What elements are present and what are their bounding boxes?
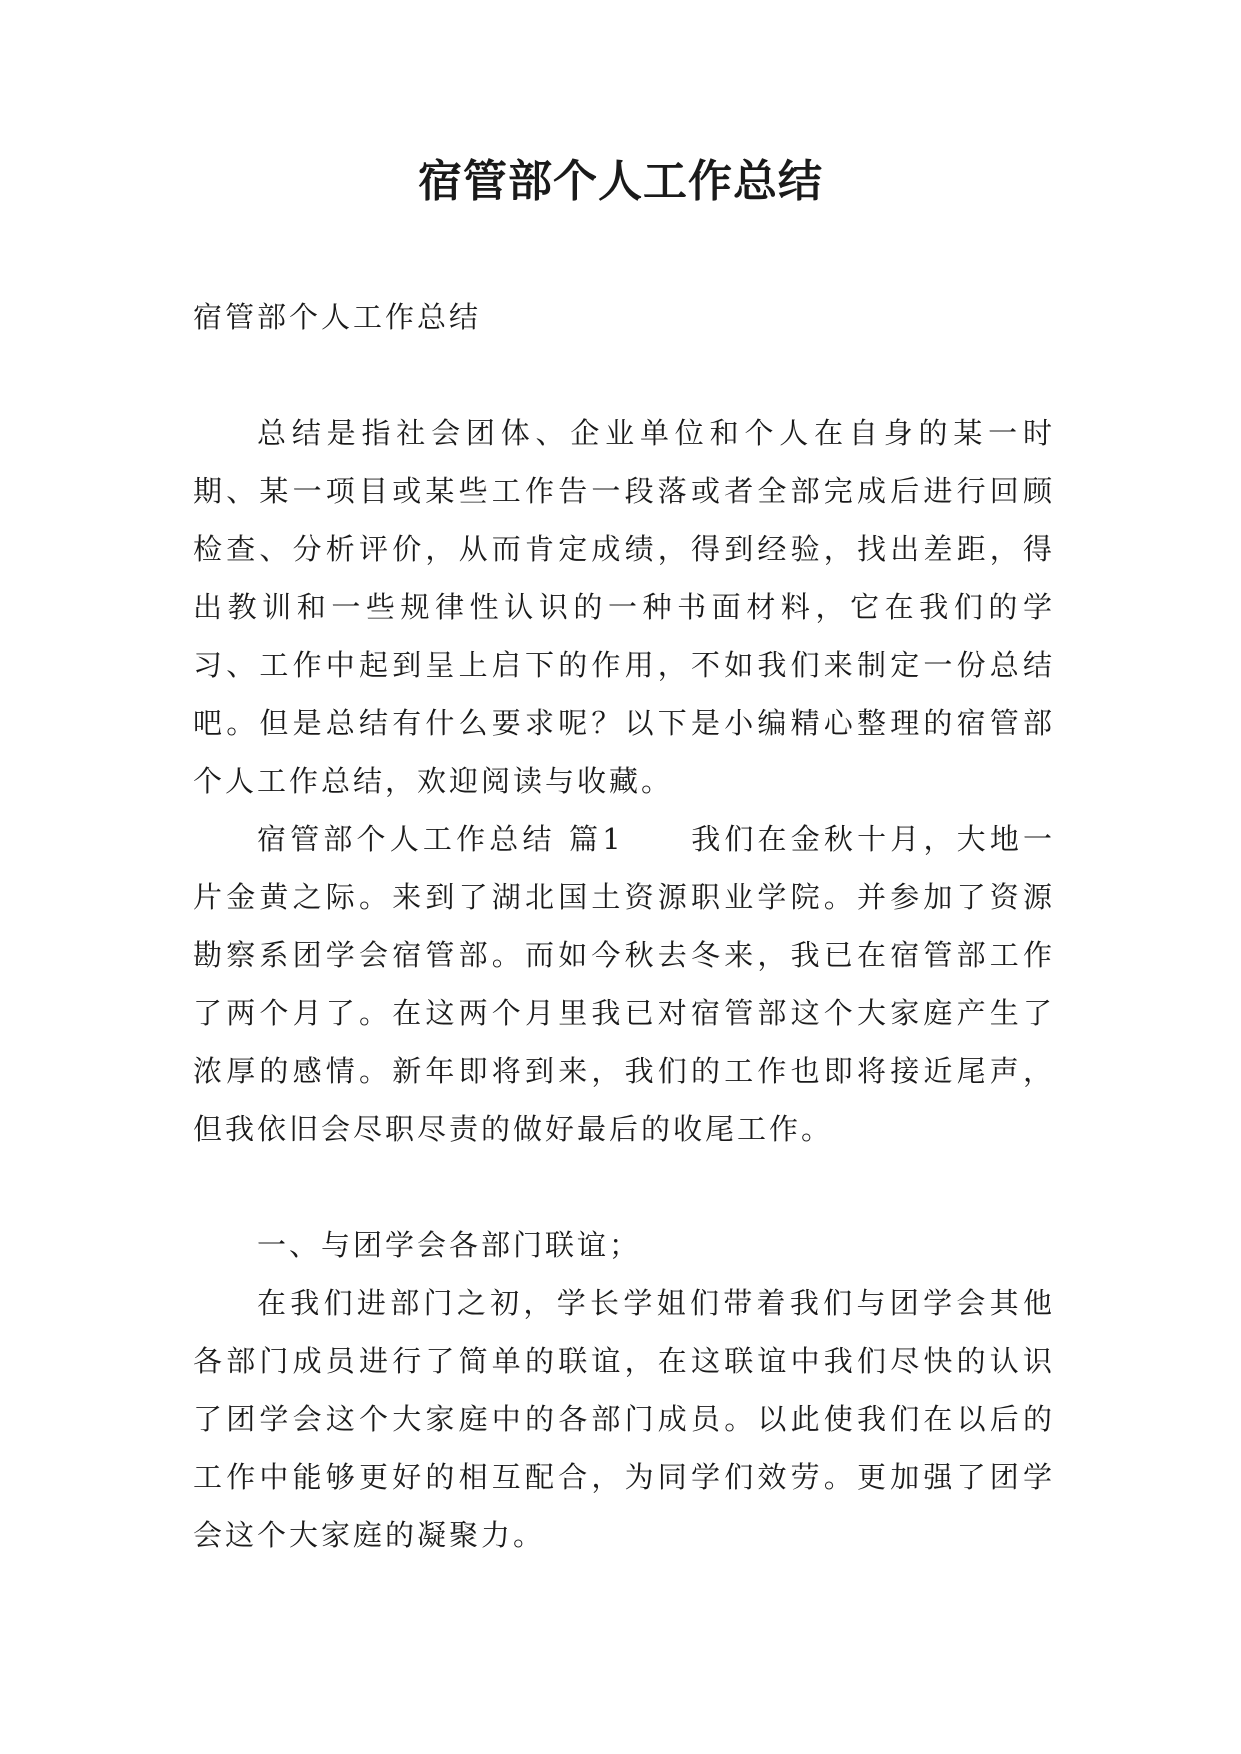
section-paragraph: 在我们进部门之初，学长学姐们带着我们与团学会其他各部门成员进行了简单的联谊，在这联谊中我们尽快的认识了团学会这个大家庭中的各部门成员。以此使我们在以后的工作中能够更好的相互配合，为同学们效劳。更加强了团学会这个大家庭的凝聚力。 bbox=[193, 1286, 1055, 1552]
section-heading: 一、与团学会各部门联谊； bbox=[257, 1228, 642, 1262]
article-paragraph: 宿管部个人工作总结 篇1 我们在金秋十月，大地一片金黄之际。来到了湖北国土资源职业学院。并参加了资源勘察系团学会宿管部。而如今秋去冬来，我已在宿管部工作了两个月了。在这两个月里我已对宿管部这个大家庭产生了浓厚的感情。新年即将到来，我们的工作也即将接近尾声，但我依旧会尽职尽责的做好最后的收尾工作。 bbox=[193, 822, 1055, 1146]
body-section-intro bbox=[193, 404, 1055, 1158]
document-title: 宿管部个人工作总结 bbox=[418, 156, 823, 207]
body-section-one bbox=[193, 1216, 1055, 1564]
intro-paragraph: 总结是指社会团体、企业单位和个人在自身的某一时期、某一项目或某些工作告一段落或者全部完成后进行回顾检查、分析评价，从而肯定成绩，得到经验，找出差距，得出教训和一些规律性认识的一种书面材料，它在我们的学习、工作中起到呈上启下的作用，不如我们来制定一份总结吧。但是总结有什么要求呢？以下是小编精心整理的宿管部个人工作总结，欢迎阅读与收藏。 bbox=[193, 416, 1055, 798]
document-subtitle: 宿管部个人工作总结 bbox=[193, 300, 482, 334]
